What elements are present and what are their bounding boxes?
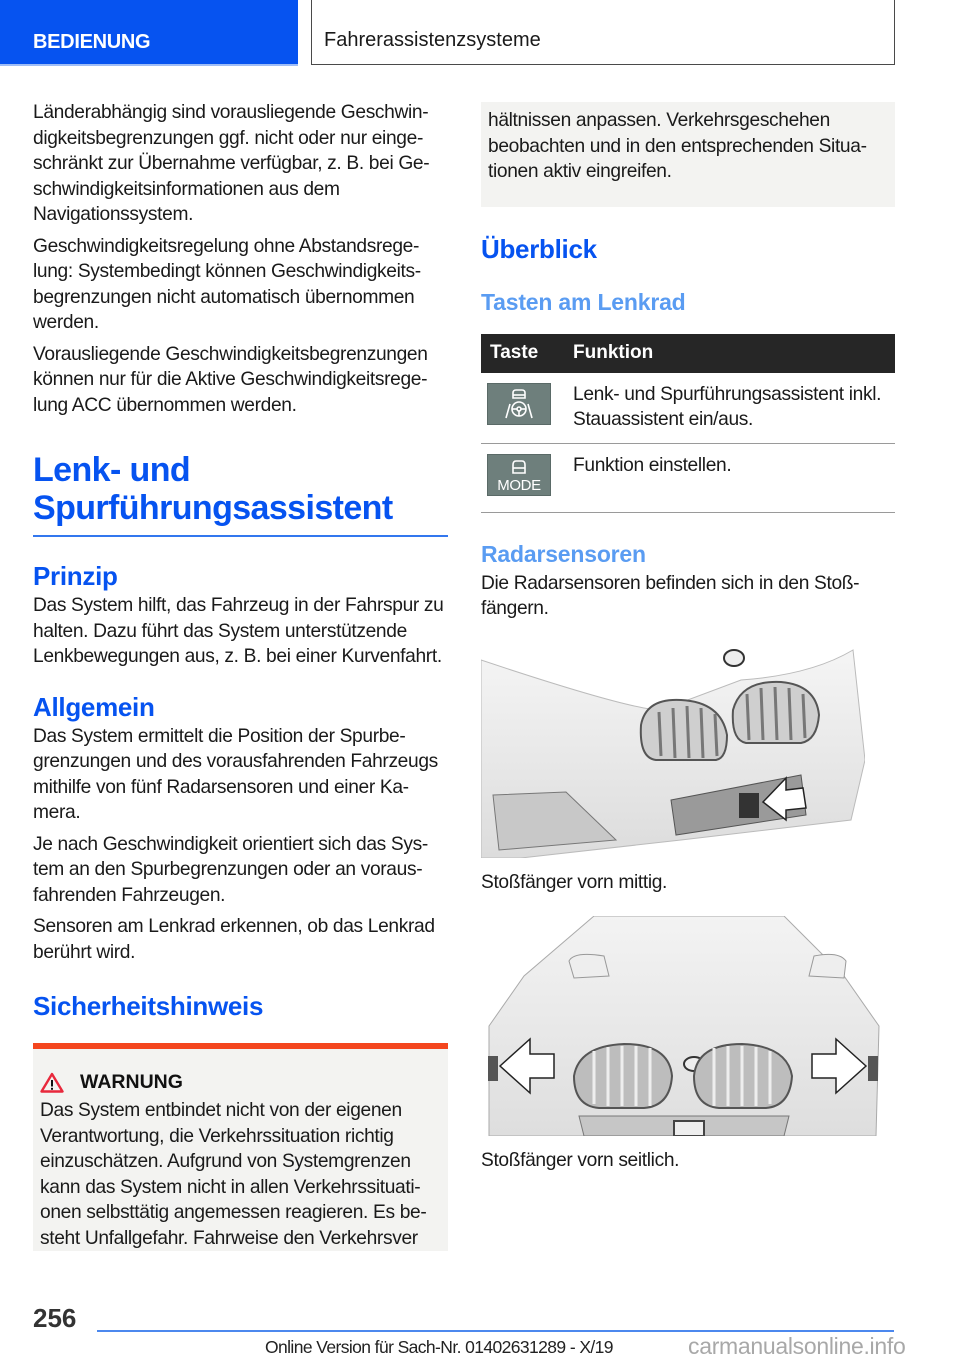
warning-box [33,1043,448,1251]
function-text: Funktion einstellen. [564,443,895,512]
warning-box-continued [481,102,895,207]
function-text: Lenk- und Spurführungsassistent inkl. Stauassistent ein/aus. [564,373,895,444]
lane-assist-steering-wheel-icon [487,383,551,425]
figure-caption: Stoßfänger vorn mittig. [481,871,668,893]
figure-caption: Stoßfänger vorn seitlich. [481,1149,680,1171]
column-header-taste: Taste [481,334,564,373]
front-bumper-center-sensor-illustration [481,640,865,858]
prinzip-heading: Prinzip [33,561,118,591]
online-version-text: Online Version für Sach-Nr. 01402631289 - X/19 [265,1337,613,1357]
allgemein-paragraph: Sensoren am Lenkrad erkennen, ob das Lenkrad berührt wird. [33,916,435,963]
ueberblick-heading: Überblick [481,233,597,264]
allgemein-paragraph: Je nach Geschwindigkeit orientiert sich das System an den Spurbegrenzungen oder an vorausfahrenden Fahrzeugen. [33,833,429,906]
warning-text-continued: hältnissen anpassen. Verkehrsgeschehen beobachten und in den entsprechenden Situationen aktiv eingreifen. [488,110,867,182]
tasten-heading: Tasten am Lenkrad [481,288,686,315]
front-bumper-side-sensors-illustration [484,916,882,1136]
table-row [481,373,895,444]
section-tab [0,0,298,66]
section-label: BEDIENUNG [33,31,151,53]
main-heading [33,451,448,537]
watermark: carmanualsonline.info [688,1333,906,1359]
sicherheitshinweis-heading: Sicherheitshinweis [33,991,264,1021]
svg-text:MODE: MODE [497,476,541,494]
right-column [481,100,895,1172]
column-header-funktion: Funktion [564,334,895,373]
left-column [33,100,448,1251]
table-header-row [481,334,895,373]
allgemein-paragraph: Das System ermittelt die Position der Spurbegrenzungen und des vorausfahrenden Fahrzeugs mithilfe von fünf Radarsensoren und einer Kamera. [33,725,438,823]
radarsensoren-text: Die Radarsensoren befinden sich in den Stoßfängern. [481,572,860,619]
allgemein-heading: Allgemein [33,691,155,722]
warning-title [40,1071,440,1094]
table-row [481,443,895,512]
chapter-title: Fahrerassistenzsysteme [324,29,541,51]
radarsensoren-heading: Radarsensoren [481,540,646,567]
intro-paragraph: Geschwindigkeitsregelung ohne Abstandsregelung: Systembedingt können Geschwindigkeitsbegrenzungen nicht automatisch übernommen werden. [33,235,422,333]
chapter-header [311,0,895,65]
intro-paragraph: Länderabhängig sind vorausliegende Geschwindigkeitsbegrenzungen ggf. nicht oder nur eingeschränkt zur Übernahme verfügbar, z. B. bei Geschwindigkeitsinformationen aus dem Navigationssystem. [33,102,430,225]
footer-divider [97,1330,894,1332]
main-heading-line: Spurführungsassistent [33,489,393,527]
key-table [481,334,895,513]
intro-paragraph: Vorausliegende Geschwindigkeitsbegrenzungen können nur für die Aktive Geschwindigkeitsregelung ACC übernommen werden. [33,343,428,416]
mode-button-icon [487,454,551,496]
warning-text: Das System entbindet nicht von der eigenen Verantwortung, die Verkehrssituation richtig einzuschätzen. Aufgrund von Systemgrenzen kann das System nicht in allen Verkehrssituationen selbsttätig angemessen reagieren. Es besteht Unfallgefahr. Fahrweise den Verkehrsver [40,1100,427,1249]
page-number: 256 [33,1303,77,1333]
main-heading-line: Lenk- und [33,451,191,489]
warning-label: WARNUNG [80,1071,183,1093]
prinzip-text: Das System hilft, das Fahrzeug in der Fahrspur zu halten. Dazu führt das System unterstützende Lenkbewegungen aus, z. B. bei einer Kurvenfahrt. [33,595,444,667]
heading-divider [33,535,448,537]
warning-triangle-icon [40,1072,64,1093]
